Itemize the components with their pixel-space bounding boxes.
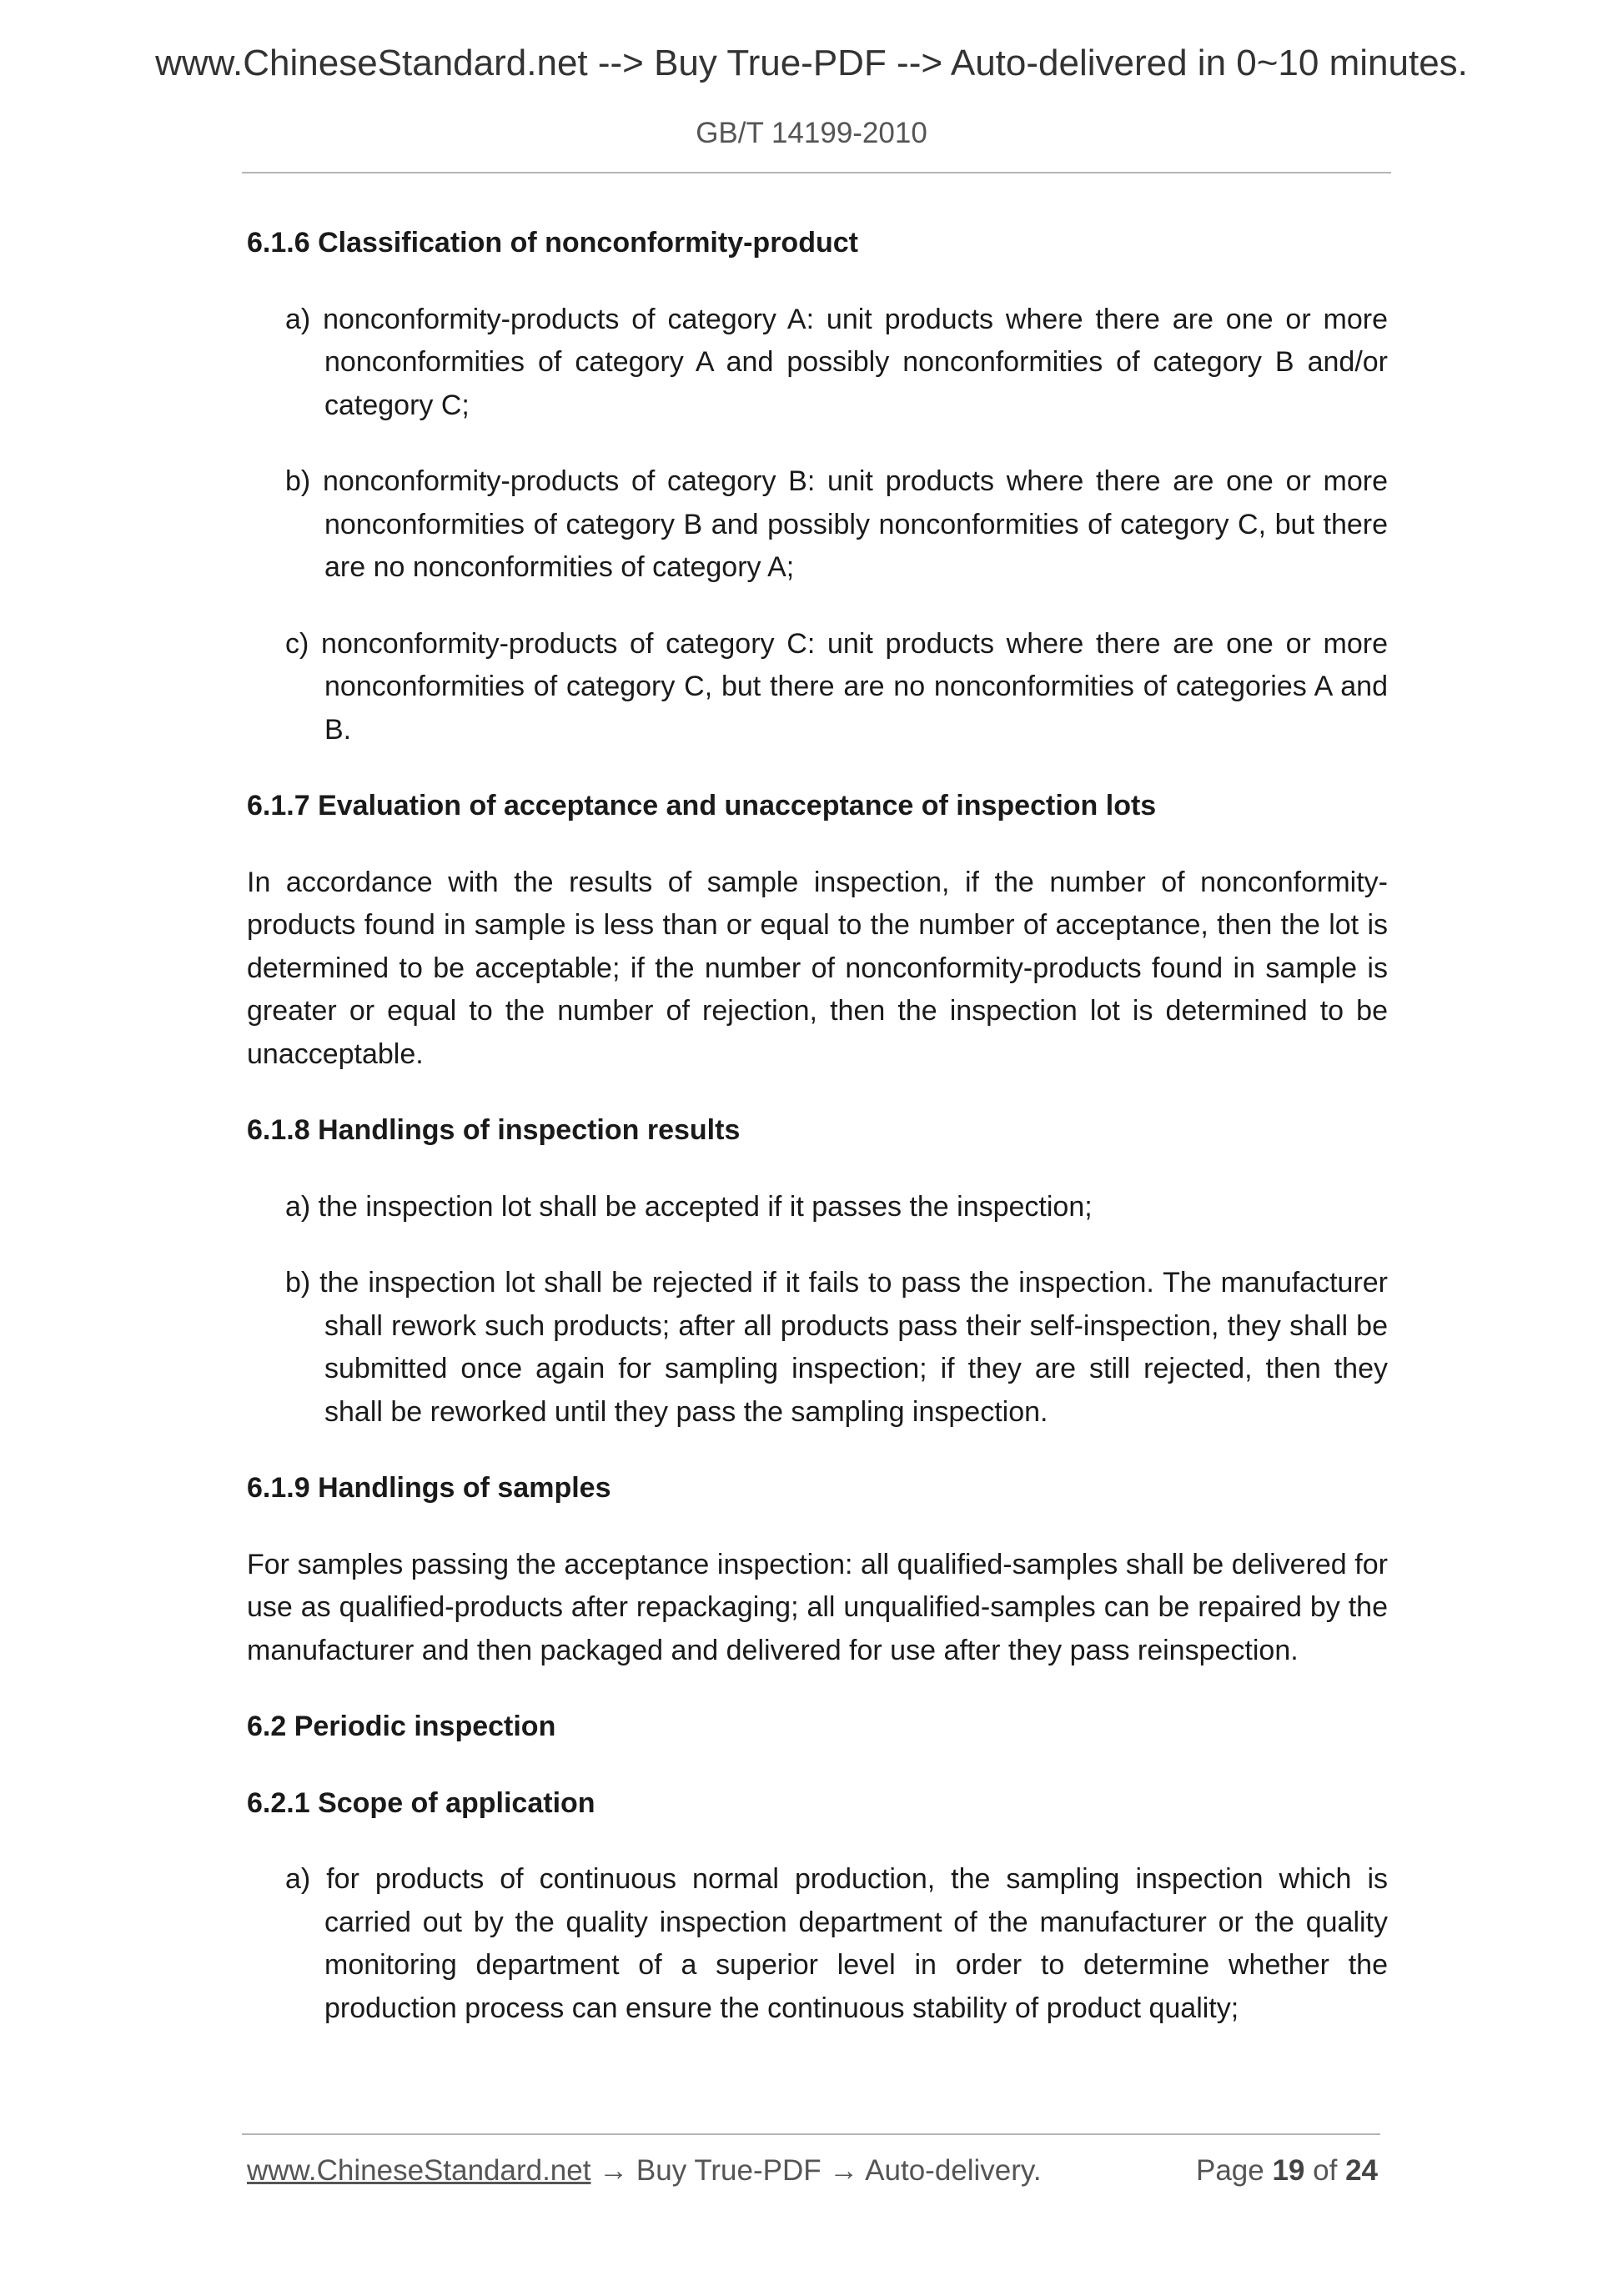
- footer-divider: [242, 2133, 1380, 2135]
- paragraph: In accordance with the results of sample inspection, if the number of nonconformity-products found in sample is less than or equal to the number of acceptance, then the lot is determined to be acceptable; if the number of nonconformity-products found in sample is greater or equal to the number of rejection, then the inspection lot is determined to be unacceptable.: [247, 866, 1388, 1070]
- paragraph: For samples passing the acceptance inspection: all qualified-samples shall be delivered for use as qualified-products after repackaging; all unqualified-samples can be repaired by the manufacturer and then packaged and delivered for use after they pass reinspection.: [247, 1548, 1388, 1666]
- section-heading-6-2: 6.2 Periodic inspection: [247, 1711, 556, 1742]
- document-id: GB/T 14199-2010: [696, 117, 927, 149]
- current-page: 19: [1272, 2154, 1305, 2187]
- top-banner: www.ChineseStandard.net --> Buy True-PDF --> Auto-delivered in 0~10 minutes.: [155, 43, 1468, 83]
- list-item: b) the inspection lot shall be rejected if it fails to pass the inspection. The manufacturer shall rework such products; after all products pass their self-inspection, they shall be submitted once again for sampling inspection; if they are still rejected, then they shall be reworked until they pass the sampling inspection.: [285, 1267, 1388, 1428]
- page-footer: [247, 2154, 1378, 2196]
- section-heading-6-2-1: 6.2.1 Scope of application: [247, 1786, 595, 1819]
- page-content: [247, 222, 1388, 2063]
- list-item: a) nonconformity-products of category A: unit products where there are one or more nonconformities of category A and possibly nonconformities of category B and/or category C;: [285, 303, 1388, 421]
- section-heading-6-1-8: 6.1.8 Handlings of inspection results: [247, 1114, 741, 1146]
- list-item: b) nonconformity-products of category B: unit products where there are one or more nonconformities of category B and possibly nonconformities of category C, but there are no nonconformities of category A;: [285, 465, 1388, 583]
- section-heading-6-1-9: 6.1.9 Handlings of samples: [247, 1472, 611, 1504]
- footer-promo-text: → Buy True-PDF → Auto-delivery.: [590, 2154, 1042, 2187]
- list-item: a) for products of continuous normal production, the sampling inspection which is carried out by the quality inspection department of the manufacturer or the quality monitoring department of a superior level in order to determine whether the production process can ensure the continuous stability of product quality;: [285, 1863, 1388, 2024]
- section-heading-6-1-6: 6.1.6 Classification of nonconformity-product: [247, 227, 858, 259]
- footer-site-link[interactable]: www.ChineseStandard.net: [247, 2154, 591, 2187]
- header-divider: [242, 172, 1391, 173]
- of-label: of: [1313, 2154, 1338, 2187]
- page-number: [1196, 2154, 1378, 2188]
- list-item: a) the inspection lot shall be accepted if it passes the inspection;: [285, 1190, 1093, 1223]
- footer-promo: [247, 2154, 1042, 2188]
- list-item: c) nonconformity-products of category C: unit products where there are one or more nonconformities of category C, but there are no nonconformities of categories A and B.: [285, 627, 1388, 746]
- section-heading-6-1-7: 6.1.7 Evaluation of acceptance and unacceptance of inspection lots: [247, 790, 1157, 821]
- page-label: Page: [1195, 2154, 1264, 2187]
- total-pages: 24: [1345, 2154, 1378, 2187]
